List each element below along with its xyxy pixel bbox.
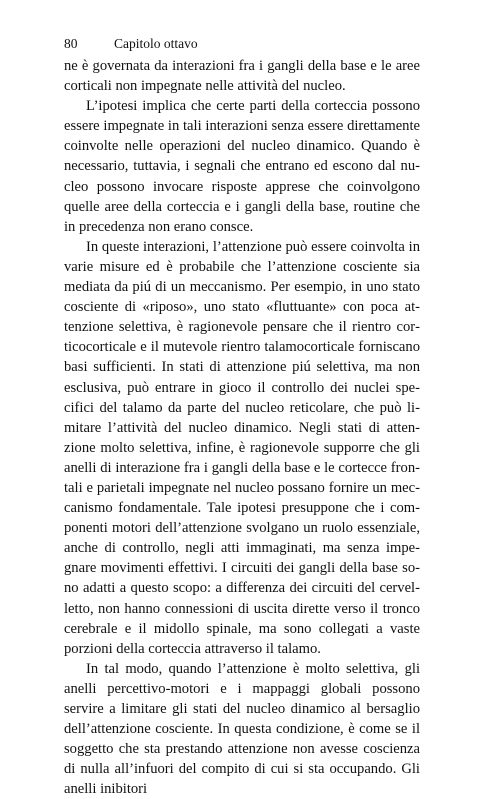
paragraph: In tal modo, quando l’attenzione è molto selettiva, gli anelli percettivo-motori e i mappaggi globali possono servire a limitare gli stati del nucleo dinamico al bersaglio dell’attenzione cosciente. In questa condizione, è come se il soggetto che sta prestando attenzione non avesse coscienza di nulla all’infuori del compito di cui si sta occupando. Gli anelli inibitori — [64, 660, 420, 798]
running-header — [64, 36, 198, 52]
chapter-title: Capitolo ottavo — [114, 36, 198, 51]
paragraph: L’ipotesi implica che certe parti della corteccia possono essere impegnate in tali interazioni senza essere direttamente coinvolte nelle operazioni del nucleo dinamico. Quando è necessario, tuttavia, i segnali che entrano ed escono dal nucleo possono invocare risposte apprese che coinvolgono quelle aree della corteccia e i gangli della base, routine che in precedenza non erano consce. — [64, 98, 420, 235]
page-number: 80 — [64, 36, 78, 51]
paragraph-continuation: ne è governata da interazioni fra i gangli della base e le aree corticali non impegnate nelle attività del nucleo. — [64, 58, 420, 95]
body-text — [64, 56, 420, 799]
paragraph: In queste interazioni, l’attenzione può essere coinvolta in varie misure ed è probabile che l’attenzione cosciente sia mediata da piú di un meccanismo. Per esempio, in uno stato cosciente di «riposo», uno stato «fluttuante» con poca attenzione selettiva, è ragionevole pensare che il rientro corticocorticale e il mutevole rientro talamocorticale forniscano basi sufficienti. In stati di attenzione piú selettiva, ma non esclusiva, può entrare in gioco il controllo dei nuclei specifici del talamo da parte del nucleo reticolare, che può limitare l’attività del nucleo dinamico. Negli stati di attenzione molto selettiva, infine, è ragionevole supporre che gli anelli di interazione fra i gangli della base e le cortecce frontali e parietali impegnate nel nucleo possano fornire un meccanismo fondamentale. Tale ipotesi presuppone che i componenti motori dell’attenzione svolgano un ruolo essenziale, anche di controllo, negli atti immaginati, ma senza impegnare movimenti effettivi. I circuiti dei gangli della base sono adatti a questo scopo: a differenza dei circuiti del cervelletto, non hanno connessioni di uscita dirette verso il tronco cerebrale e il midollo spinale, ma sono collegati a vaste porzioni della corteccia attraverso il talamo. — [64, 238, 420, 657]
